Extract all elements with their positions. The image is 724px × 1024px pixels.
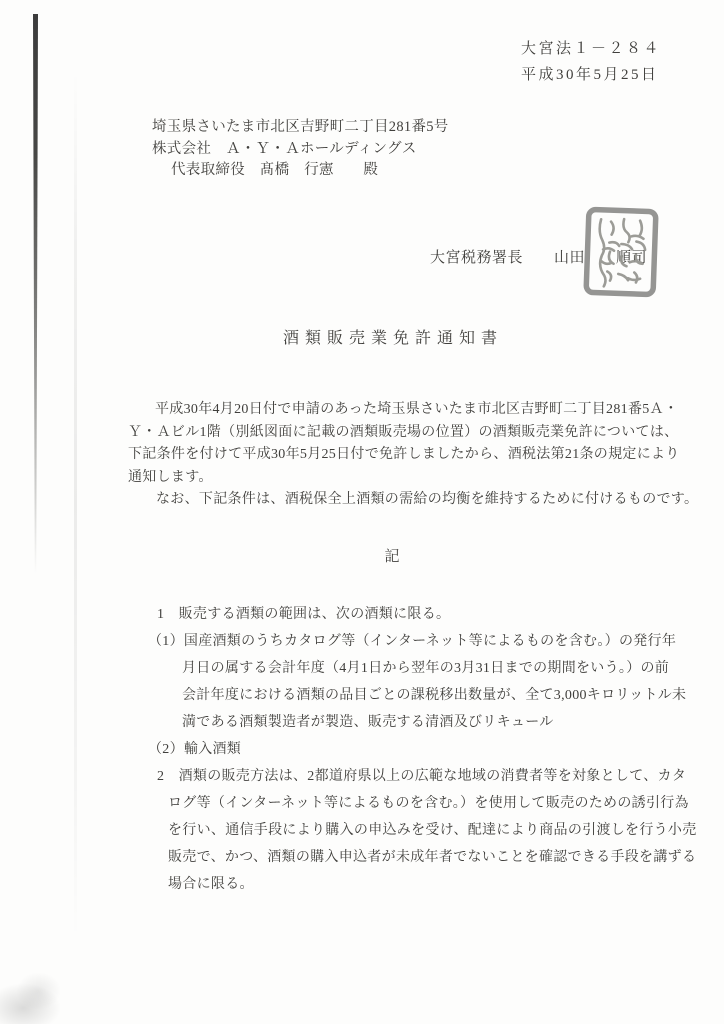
- body-line: なお、下記条件は、酒税保全上酒類の需給の均衡を維持するために付けるものです。: [156, 492, 699, 507]
- condition-line: 2 酒類の販売方法は、2都道府県以上の広範な地域の消費者等を対象として、カタ: [157, 769, 687, 784]
- document-title: 酒類販売業免許通知書: [282, 330, 503, 347]
- issuer-signature: 大宮税務署長 山田 順司: [430, 250, 648, 266]
- condition-line: を行い、通信手段により購入の申込みを受け、配達により商品の引渡しを行う小売: [168, 823, 697, 838]
- condition-line: 満である酒類製造者が製造、販売する清酒及びリキュール: [182, 715, 554, 730]
- section-marker: 記: [384, 549, 402, 565]
- scan-artifact-line-faint: [74, 70, 77, 940]
- body-line: Ｙ・Ａビル1階（別紙図面に記載の酒類販売場の位置）の酒類販売業免許については、: [128, 424, 679, 440]
- condition-line: 場合に限る。: [168, 877, 254, 892]
- body-line: 通知します。: [128, 469, 213, 485]
- condition-line: （1）国産酒類のうちカタログ等（インターネット等によるものを含む。）の発行年: [148, 634, 677, 649]
- condition-line: 会計年度における酒類の品目ごとの課税移出数量が、全て3,000キロリットル未: [182, 688, 687, 703]
- condition-line: 販売で、かつ、酒類の購入申込者が未成年者でないことを確認できる手段を講ずる: [168, 850, 697, 865]
- body-line: 平成30年4月20日付で申請のあった埼玉県さいたま市北区吉野町二丁目281番5Ａ・: [155, 402, 679, 417]
- body-line: 下記条件を付けて平成30年5月25日付で免許しましたから、酒税法第21条の規定により: [128, 447, 680, 462]
- recipient-company: 株式会社 Ａ・Ｙ・Ａホールディングス: [152, 140, 417, 157]
- recipient-block: [152, 117, 449, 182]
- recipient-address: 埼玉県さいたま市北区吉野町二丁目281番5号: [152, 119, 449, 135]
- condition-line: 1 販売する酒類の範囲は、次の酒類に限る。: [157, 607, 451, 622]
- body-paragraph: [128, 399, 698, 512]
- condition-line: （2）輸入酒類: [148, 742, 242, 757]
- recipient-representative: 代表取締役 髙橋 行憲 殿: [171, 162, 379, 178]
- conditions-list: [128, 601, 697, 898]
- scan-artifact-smudge: [16, 972, 61, 1010]
- doc-ref-number: 大宮法１－２８４: [521, 41, 662, 57]
- condition-line: ログ等（インターネット等によるものを含む。）を使用して販売のための誘引行為: [168, 796, 689, 811]
- condition-line: 月日の属する会計年度（4月1日から翌年の3月31日までの期間をいう。）の前: [182, 661, 670, 676]
- scan-artifact-line: [33, 14, 38, 574]
- doc-ref-block: [521, 36, 661, 88]
- official-seal-icon: [581, 205, 660, 300]
- doc-date: 平成30年5月25日: [521, 67, 659, 83]
